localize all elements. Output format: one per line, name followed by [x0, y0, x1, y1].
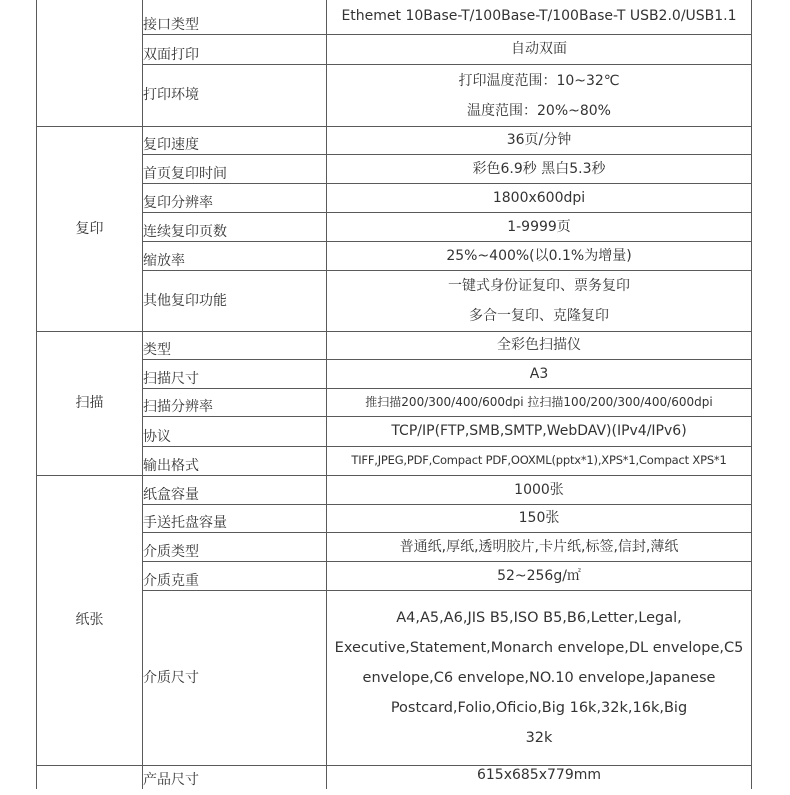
table-row [37, 65, 752, 127]
spec-label: 介质克重 [143, 562, 327, 591]
spec-value-line: 1-9999页 [507, 218, 571, 235]
spec-value [327, 127, 752, 155]
spec-value [327, 213, 752, 242]
spec-value-line: 150张 [518, 510, 560, 527]
spec-value-line: 温度范围：20%~80% [467, 102, 611, 119]
spec-value-line: 彩色6.9秒 黑白5.3秒 [472, 160, 606, 177]
spec-label: 双面打印 [143, 35, 327, 65]
spec-value [327, 389, 752, 417]
spec-value-line: A3 [529, 365, 549, 382]
spec-value-line: Executive,Statement,Monarch envelope,DL envelope,C5 [334, 640, 744, 656]
table-row [37, 389, 752, 417]
spec-value [327, 417, 752, 447]
table-row [37, 184, 752, 213]
table-row [37, 533, 752, 562]
spec-label: 输出格式 [143, 447, 327, 476]
spec-value [327, 35, 752, 65]
spec-label: 纸盒容量 [143, 476, 327, 505]
spec-value [327, 184, 752, 213]
table-row [37, 332, 752, 360]
category-cell: 复印 [37, 127, 143, 332]
spec-value [327, 155, 752, 184]
spec-value [327, 591, 752, 766]
spec-table [36, 0, 752, 795]
spec-label: 复印分辨率 [143, 184, 327, 213]
spec-value-line: envelope,C6 envelope,NO.10 envelope,Japanese [362, 670, 716, 686]
spec-label: 复印速度 [143, 127, 327, 155]
spec-value [327, 360, 752, 389]
table-row [37, 155, 752, 184]
table-row [37, 0, 752, 35]
spec-label: 其他复印功能 [143, 271, 327, 332]
table-row [37, 35, 752, 65]
table-row [37, 360, 752, 389]
spec-label: 首页复印时间 [143, 155, 327, 184]
spec-value-line: 52~256g/㎡ [497, 567, 581, 584]
table-row [37, 591, 752, 766]
spec-label: 产品尺寸 [143, 766, 327, 795]
spec-value-line: 打印温度范围：10~32℃ [458, 72, 620, 89]
spec-value-line: TIFF,JPEG,PDF,Compact PDF,OOXML(pptx*1),XPS*1,Compact XPS*1 [351, 453, 727, 468]
table-row [37, 271, 752, 332]
spec-value-line: 自动双面 [511, 41, 567, 58]
category-cell [37, 0, 143, 127]
spec-label: 扫描尺寸 [143, 360, 327, 389]
page-bottom-edge [36, 789, 752, 795]
spec-label: 介质尺寸 [143, 591, 327, 766]
table-row [37, 127, 752, 155]
spec-label: 扫描分辨率 [143, 389, 327, 417]
spec-label: 连续复印页数 [143, 213, 327, 242]
spec-label: 协议 [143, 417, 327, 447]
spec-value-line: 多合一复印、克隆复印 [469, 308, 609, 324]
spec-value-line: Postcard,Folio,Oficio,Big 16k,32k,16k,Big [390, 700, 688, 716]
spec-value [327, 533, 752, 562]
spec-value [327, 65, 752, 127]
table-row [37, 242, 752, 271]
spec-value-line: A4,A5,A6,JIS B5,ISO B5,B6,Letter,Legal, [396, 610, 682, 626]
spec-value [327, 505, 752, 533]
spec-value-line: TCP/IP(FTP,SMB,SMTP,WebDAV)(IPv4/IPv6) [391, 423, 687, 440]
spec-label: 打印环境 [143, 65, 327, 127]
spec-label: 手送托盘容量 [143, 505, 327, 533]
spec-value-line: Ethemet 10Base-T/100Base-T/100Base-T USB2.0/USB1.1 [341, 8, 737, 25]
spec-value [327, 476, 752, 505]
spec-label: 接口类型 [143, 0, 327, 35]
spec-value [327, 271, 752, 332]
spec-value [327, 562, 752, 591]
spec-value [327, 332, 752, 360]
spec-value-line: 36页/分钟 [506, 132, 572, 149]
table-row [37, 417, 752, 447]
spec-value-line: 1000张 [514, 481, 564, 498]
spec-label: 缩放率 [143, 242, 327, 271]
spec-value-line: 一键式身份证复印、票务复印 [448, 278, 630, 294]
table-row [37, 447, 752, 476]
category-cell: 扫描 [37, 332, 143, 476]
spec-value [327, 242, 752, 271]
spec-value-line: 普通纸,厚纸,透明胶片,卡片纸,标签,信封,薄纸 [399, 538, 679, 555]
spec-value-line: 615x685x779mm [476, 767, 601, 783]
table-row [37, 476, 752, 505]
table-row [37, 213, 752, 242]
table-row [37, 505, 752, 533]
spec-value [327, 447, 752, 476]
spec-value-line: 25%~400%(以0.1%为增量) [446, 247, 632, 264]
spec-value-line: 1800x600dpi [492, 189, 586, 206]
spec-label: 类型 [143, 332, 327, 360]
spec-value [327, 0, 752, 35]
spec-value-line: 推扫描200/300/400/600dpi 拉扫描100/200/300/400/600dpi [365, 395, 713, 410]
category-cell: 纸张 [37, 476, 143, 766]
spec-value-line: 全彩色扫描仪 [497, 337, 581, 354]
table-row [37, 562, 752, 591]
spec-value-line: 32k [525, 730, 553, 746]
spec-label: 介质类型 [143, 533, 327, 562]
